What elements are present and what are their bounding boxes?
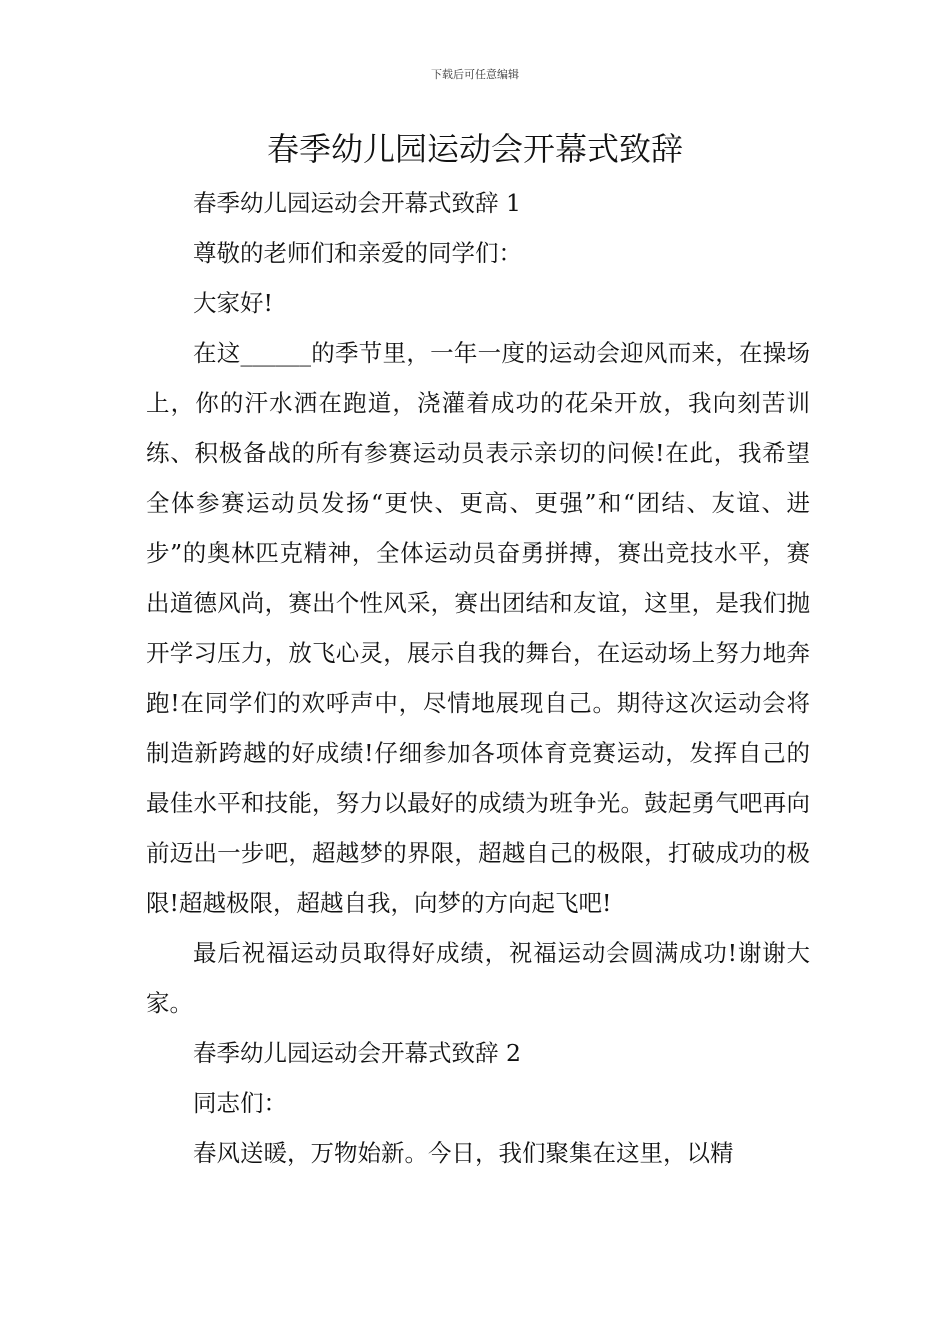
document-body <box>146 178 810 1178</box>
salutation-2: 同志们： <box>193 1089 287 1117</box>
header-note: 下载后可任意编辑 <box>431 68 519 81</box>
main-paragraph: 在这______的季节里，一年一度的运动会迎风而来，在操场上，你的汗水洒在跑道，浇灌着成功的花朵开放，我向刻苦训练、积极备战的所有参赛运动员表示亲切的问候!在此，我希望全体参赛运动员发扬“更快、更高、更强”和“团结、友谊、进步”的奥林匹克精神，全体运动员奋勇拼搏，赛出竞技水平，赛出道德风尚，赛出个性风采，赛出团结和友谊，这里，是我们抛开学习压力，放飞心灵，展示自我的舞台，在运动场上努力地奔跑!在同学们的欢呼声中，尽情地展现自己。期待这次运动会将制造新跨越的好成绩!仔细参加各项体育竞赛运动，发挥自己的最佳水平和技能，努力以最好的成绩为班争光。鼓起勇气吧再向前迈出一步吧，超越梦的界限，超越自己的极限，打破成功的极限!超越极限，超越自我，向梦的方向起飞吧! <box>146 339 810 917</box>
opening-paragraph-2: 春风送暖，万物始新。今日，我们聚集在这里，以精 <box>193 1139 734 1167</box>
salutation: 尊敬的老师们和亲爱的同学们： <box>193 239 522 267</box>
closing-paragraph: 最后祝福运动员取得好成绩，祝福运动会圆满成功!谢谢大家。 <box>146 939 810 1017</box>
document-title: 春季幼儿园运动会开幕式致辞 <box>266 130 683 168</box>
greeting: 大家好! <box>193 289 273 317</box>
section-heading-1: 春季幼儿园运动会开幕式致辞 1 <box>193 189 521 217</box>
section-heading-2: 春季幼儿园运动会开幕式致辞 2 <box>193 1039 521 1067</box>
